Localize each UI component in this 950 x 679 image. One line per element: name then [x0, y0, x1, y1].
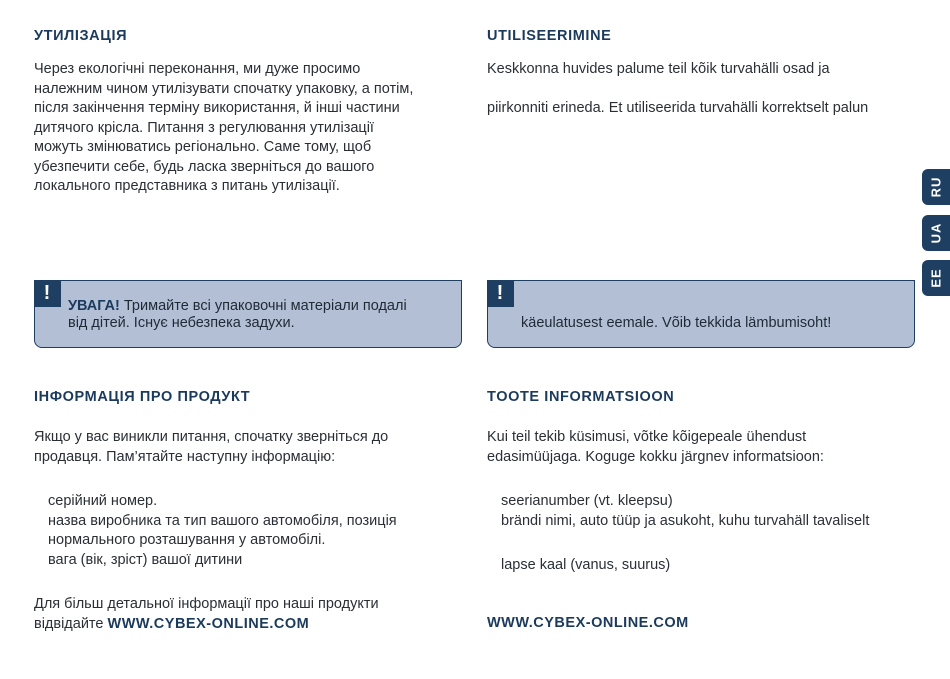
text-line: Через екологічні переконання, ми дуже просимо	[34, 61, 361, 77]
text-line: piirkonniti erineda. Et utiliseerida turvahälli korrektselt palun	[487, 100, 869, 116]
product-info-heading: ІНФОРМАЦІЯ ПРО ПРОДУКТ	[34, 389, 251, 405]
text-line: продавця. Пам’ятайте наступну інформацію:	[34, 448, 336, 465]
website-line	[487, 614, 689, 634]
tab-ua[interactable]	[922, 215, 950, 251]
product-info-heading: TOOTE INFORMATSIOON	[487, 389, 675, 405]
text-line: убезпечити себе, будь ласка зверніться до вашого	[34, 158, 375, 175]
list-item: brändi nimi, auto tüüp ja asukoht, kuhu turvahäll tavaliselt	[501, 512, 870, 529]
warning-line: käeulatusest eemale. Võib tekkida lämbumisoht!	[521, 315, 832, 331]
warning-icon: !	[34, 280, 61, 307]
text-line: належним чином утилізувати спочатку упаковку, а потім,	[34, 80, 414, 97]
tab-ee-label: EE	[928, 268, 944, 288]
text-line: Kui teil tekib küsimusi, võtke kõigepeale ühendust	[487, 429, 807, 445]
disposal-heading: UTILISEERIMINE	[487, 28, 612, 44]
text-line: відвідайте	[34, 615, 108, 632]
list-item: seerianumber (vt. kleepsu)	[501, 493, 673, 509]
text-line: edasimüüjaga. Koguge kokku järgnev informatsioon:	[487, 448, 824, 465]
text-line: локального представника з питань утилізації.	[34, 178, 340, 194]
tab-ua-label: UA	[928, 222, 944, 244]
list-item: нормального розташування у автомобілі.	[48, 532, 326, 548]
disposal-heading: УТИЛІЗАЦІЯ	[34, 28, 128, 44]
text-line: Keskkonna huvides palume teil kõik turvahälli osad ja	[487, 61, 830, 77]
list-item: серійний номер.	[48, 493, 158, 509]
product-intro	[487, 428, 824, 467]
disposal-text	[487, 99, 868, 119]
warning-icon: !	[487, 280, 514, 307]
warning-label: УВАГА!	[68, 298, 120, 314]
product-info-list	[501, 492, 869, 531]
list-item: вага (вік, зріст) вашої дитини	[48, 551, 243, 568]
warning-box	[487, 280, 915, 348]
tab-ru[interactable]	[922, 169, 950, 205]
warning-text	[68, 298, 407, 332]
warning-line: Тримайте всі упаковочні матеріали подалі	[119, 298, 407, 314]
disposal-text	[487, 60, 830, 80]
list-item: назва виробника та тип вашого автомобіля, позиція	[48, 512, 397, 529]
list-item: lapse kaal (vanus, suurus)	[501, 557, 671, 573]
product-info-list	[48, 492, 397, 570]
warning-box	[34, 280, 462, 348]
text-line: після закінчення терміну використання, й інші частини	[34, 100, 400, 116]
tab-ee[interactable]	[922, 260, 950, 296]
website-link[interactable]: WWW.CYBEX-ONLINE.COM	[487, 615, 689, 631]
product-intro	[34, 428, 388, 467]
website-link[interactable]: WWW.CYBEX-ONLINE.COM	[107, 615, 310, 632]
text-line: Якщо у вас виникли питання, спочатку зверніться до	[34, 429, 389, 445]
tab-ru-label: RU	[928, 176, 944, 198]
text-line: дитячого крісла. Питання з регулювання утилізації	[34, 119, 374, 136]
product-info-list	[501, 556, 670, 576]
warning-line: від дітей. Існує небезпека задухи.	[68, 315, 295, 331]
text-line: Для більш детальної інформації про наші продукти	[34, 596, 379, 612]
warning-text	[521, 315, 831, 332]
disposal-text	[34, 60, 413, 197]
text-line: можуть змінюватись регіонально. Саме тому, щоб	[34, 139, 372, 155]
more-info-text	[34, 595, 379, 634]
